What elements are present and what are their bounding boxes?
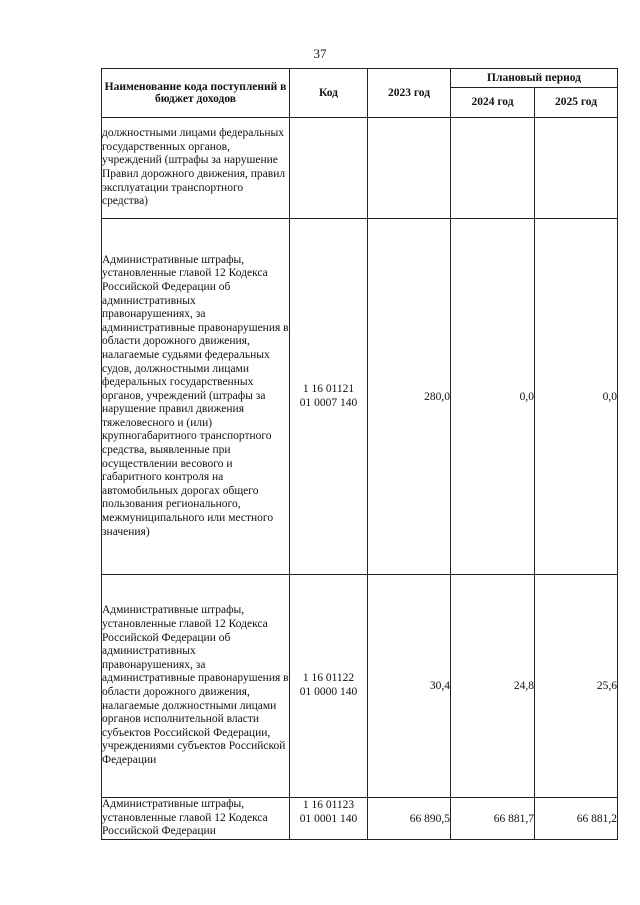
row-value-2025: 25,6 (535, 575, 618, 798)
code-line-2: 01 0000 140 (299, 686, 358, 698)
row-name: должностными лицами федеральных государственных органов, учреждений (штрафы за нарушение Правил дорожного движения, правил эксплуатации транспортного средства) (102, 118, 290, 219)
row-value-2024: 0,0 (451, 219, 535, 575)
row-value-2024: 24,8 (451, 575, 535, 798)
header-year-2023: 2023 год (368, 69, 451, 118)
row-value-2024 (451, 118, 535, 219)
header-code: Код (290, 69, 368, 118)
table-row (102, 798, 618, 840)
budget-revenue-table (101, 68, 618, 840)
row-value-2023: 66 890,5 (368, 798, 451, 840)
header-year-2025: 2025 год (535, 87, 618, 117)
row-value-2025: 0,0 (535, 219, 618, 575)
table-row (102, 219, 618, 575)
code-line-1: 1 16 01122 (302, 672, 355, 685)
header-year-2024: 2024 год (451, 87, 535, 117)
code-line-2: 01 0001 140 (299, 812, 358, 825)
row-value-2023: 280,0 (368, 219, 451, 575)
row-value-2023 (368, 118, 451, 219)
row-value-2024: 66 881,7 (451, 798, 535, 840)
table-row (102, 575, 618, 798)
row-code (290, 798, 368, 840)
code-line-2: 01 0007 140 (299, 396, 358, 409)
row-code (290, 118, 368, 219)
row-value-2025 (535, 118, 618, 219)
code-line-1: 1 16 01123 (302, 799, 355, 811)
row-code (290, 575, 368, 798)
header-planned-period: Плановый период (451, 69, 618, 88)
row-name: Административные штрафы, установленные главой 12 Кодекса Российской Федерации (102, 798, 290, 840)
row-value-2025: 66 881,2 (535, 798, 618, 840)
header-name: Наименование кода поступлений в бюджет доходов (102, 69, 290, 118)
row-code (290, 219, 368, 575)
table-row (102, 118, 618, 219)
row-value-2023: 30,4 (368, 575, 451, 798)
page-number: 37 (313, 46, 327, 61)
row-name: Административные штрафы, установленные главой 12 Кодекса Российской Федерации об административных правонарушениях, за административные правонарушения в области дорожного движения, налагаемые судьями федеральных судов, должностными лицами федеральных государственных органов, учреждений (штрафы за нарушение правил движения тяжеловесного и (или) крупногабаритного транспортного средства, выявленные при осуществлении весового и габаритного контроля на автомобильных дорогах общего пользования регионального, межмуниципального или местного значения) (102, 219, 290, 575)
row-name: Административные штрафы, установленные главой 12 Кодекса Российской Федерации об административных правонарушениях, за административные правонарушения в области дорожного движения, налагаемые должностными лицами органов исполнительной власти субъектов Российской Федерации, учреждениями субъектов Российской Федерации (102, 575, 290, 798)
code-line-1: 1 16 01121 (302, 382, 355, 395)
